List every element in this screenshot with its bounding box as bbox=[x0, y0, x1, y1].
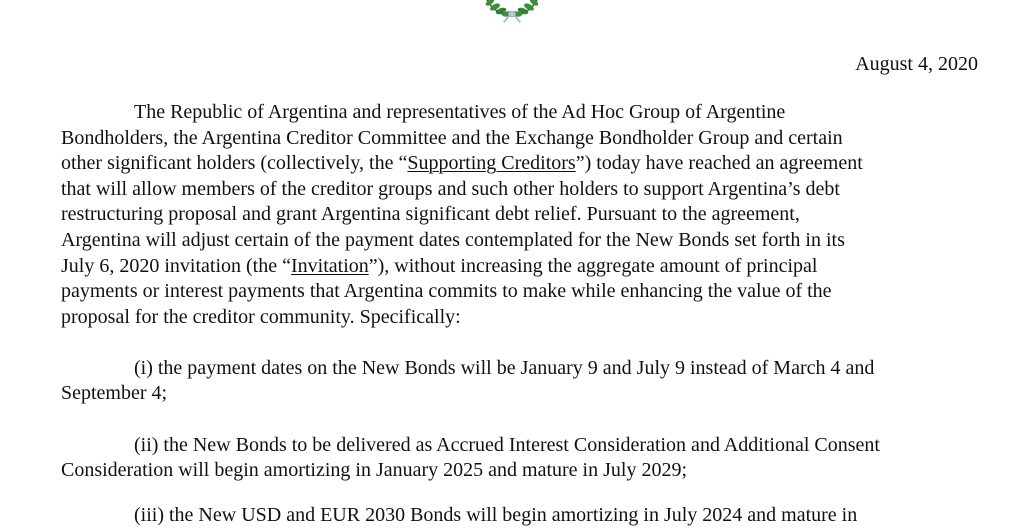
letter-date: August 4, 2020 bbox=[855, 53, 978, 75]
paragraph-spacer bbox=[61, 407, 973, 433]
intro-line-text: ”) today have reached an agreement bbox=[575, 152, 863, 175]
intro-line: payments or interest payments that Argentina commits to make while enhancing the value of the bbox=[61, 280, 832, 303]
intro-line-text: other significant holders (collectively, the “ bbox=[61, 152, 408, 175]
intro-line bbox=[61, 254, 973, 280]
intro-line-text: July 6, 2020 invitation (the “ bbox=[61, 254, 291, 277]
intro-line-text: ”), without increasing the aggregate amount of principal bbox=[368, 254, 818, 277]
item-ii-paragraph bbox=[61, 433, 973, 484]
item-line: Consideration will begin amortizing in January 2025 and mature in July 2029; bbox=[61, 459, 688, 482]
coat-of-arms-emblem bbox=[468, 0, 556, 24]
item-iii-partial-line: (iii) the New USD and EUR 2030 Bonds will begin amortizing in July 2024 and mature in bbox=[134, 504, 858, 526]
letter-body bbox=[61, 100, 973, 484]
intro-line: restructuring proposal and grant Argentina significant debt relief. Pursuant to the agreement, bbox=[61, 203, 800, 226]
item-line: (i) the payment dates on the New Bonds will be January 9 and July 9 instead of March 4 and bbox=[134, 356, 875, 379]
intro-line: Argentina will adjust certain of the payment dates contemplated for the New Bonds set forth in its bbox=[61, 228, 845, 251]
defined-term-invitation: Invitation bbox=[290, 254, 369, 277]
item-line: (ii) the New Bonds to be delivered as Accrued Interest Consideration and Additional Consent bbox=[134, 433, 880, 456]
defined-term-supporting-creditors: Supporting Creditors bbox=[407, 152, 576, 175]
intro-line: The Republic of Argentina and representatives of the Ad Hoc Group of Argentine bbox=[134, 101, 786, 123]
paragraph-spacer bbox=[61, 330, 973, 356]
laurel-branch-left-icon bbox=[481, 0, 513, 17]
intro-line: that will allow members of the creditor groups and such other holders to support Argentina’s debt bbox=[61, 177, 840, 200]
item-line: September 4; bbox=[61, 382, 168, 405]
item-i-paragraph bbox=[61, 356, 973, 407]
intro-line: Bondholders, the Argentina Creditor Committee and the Exchange Bondholder Group and certain bbox=[61, 126, 843, 149]
intro-line: proposal for the creditor community. Specifically: bbox=[61, 305, 461, 328]
intro-paragraph bbox=[61, 100, 973, 330]
intro-line bbox=[61, 151, 973, 177]
laurel-branch-right-icon bbox=[512, 0, 544, 17]
